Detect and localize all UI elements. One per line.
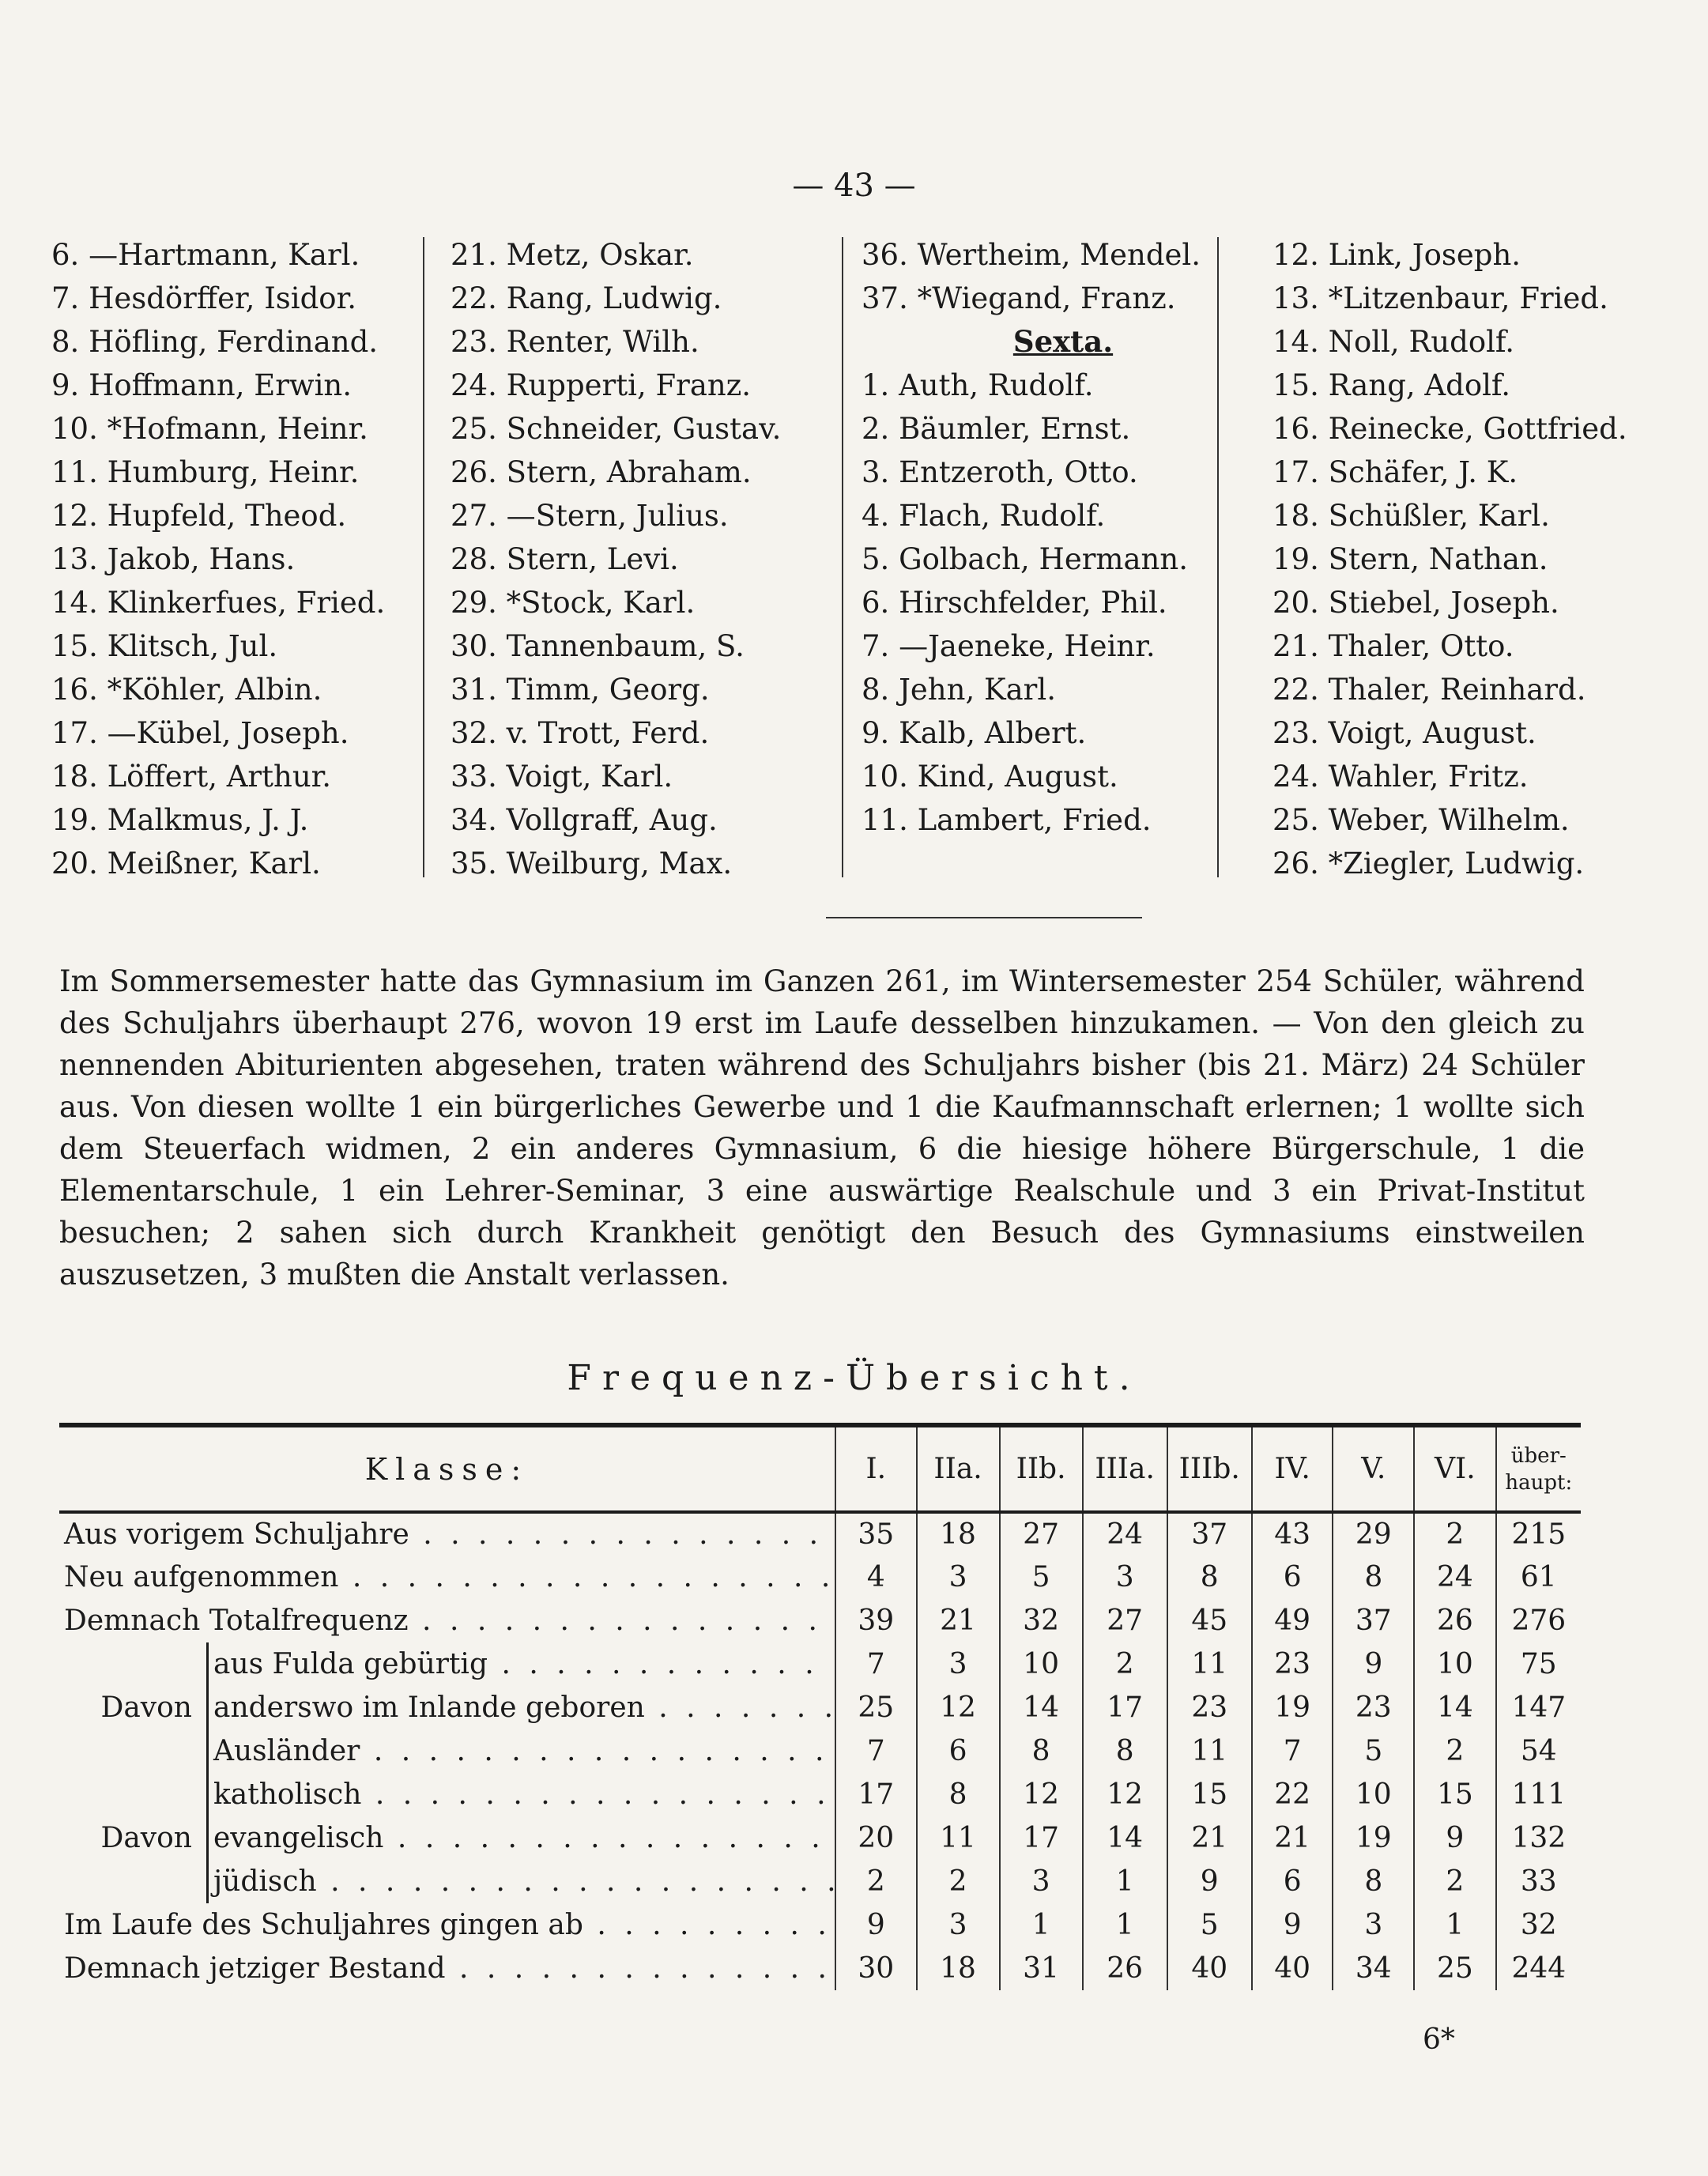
table-cell: 2: [1414, 1860, 1495, 1903]
table-cell: 3: [917, 1642, 1000, 1686]
list-item: 8. Jehn, Karl.: [862, 673, 1056, 707]
table-cell: 3: [917, 1556, 1000, 1599]
table-cell: 37: [1167, 1512, 1252, 1556]
table-cell: 61: [1496, 1556, 1581, 1599]
table-cell: 18: [917, 1512, 1000, 1556]
table-row: [59, 1599, 1581, 1642]
table-cell: 24: [1083, 1512, 1167, 1556]
row-label: katholisch . . .: [207, 1773, 835, 1816]
list-item: 11. Humburg, Heinr.: [51, 455, 360, 489]
table-cell: 17: [1083, 1686, 1167, 1729]
row-label: Ausländer . . .: [207, 1729, 835, 1773]
table-cell: 15: [1167, 1773, 1252, 1816]
list-item: 23. Renter, Wilh.: [451, 325, 699, 359]
table-cell: 8: [1000, 1729, 1083, 1773]
table-cell: 7: [835, 1642, 917, 1686]
table-cell: 45: [1167, 1599, 1252, 1642]
table-cell: 12: [1000, 1773, 1083, 1816]
table-cell: 34: [1333, 1947, 1414, 1990]
column-header-class: Klasse:: [59, 1425, 835, 1512]
table-cell: 2: [1414, 1512, 1495, 1556]
list-item: 30. Tannenbaum, S.: [451, 629, 745, 663]
table-row: [59, 1729, 1581, 1773]
column-header: VI.: [1414, 1425, 1495, 1512]
table-cell: 25: [1414, 1947, 1495, 1990]
list-item: 35. Weilburg, Max.: [451, 847, 733, 881]
list-item: 34. Vollgraff, Aug.: [451, 803, 718, 837]
row-label: Neu aufgenommen . . .: [59, 1556, 835, 1599]
list-item: 1. Auth, Rudolf.: [862, 368, 1094, 402]
table-cell: 22: [1252, 1773, 1333, 1816]
list-item: 24. Wahler, Fritz.: [1273, 760, 1529, 794]
table-cell: 2: [1414, 1729, 1495, 1773]
column-header: IIa.: [917, 1425, 1000, 1512]
table-cell: 12: [1083, 1773, 1167, 1816]
table-cell: 24: [1414, 1556, 1495, 1599]
table-cell: 21: [917, 1599, 1000, 1642]
table-cell: 31: [1000, 1947, 1083, 1990]
table-row: [59, 1686, 1581, 1729]
table-cell: 132: [1496, 1816, 1581, 1860]
list-item: 21. Thaler, Otto.: [1273, 629, 1514, 663]
table-cell: 75: [1496, 1642, 1581, 1686]
table-cell: 6: [1252, 1860, 1333, 1903]
column-header: IIIa.: [1083, 1425, 1167, 1512]
table-cell: 49: [1252, 1599, 1333, 1642]
table-cell: 14: [1000, 1686, 1083, 1729]
table-cell: 10: [1333, 1773, 1414, 1816]
table-title: Frequenz-Übersicht.: [567, 1358, 1141, 1398]
table-cell: 17: [1000, 1816, 1083, 1860]
table-cell: 7: [835, 1729, 917, 1773]
list-item: 13. *Litzenbaur, Fried.: [1273, 281, 1608, 315]
list-item: 29. *Stock, Karl.: [451, 586, 696, 620]
row-label: Demnach jetziger Bestand . . .: [59, 1947, 835, 1990]
table-cell: 215: [1496, 1512, 1581, 1556]
column-divider: [1217, 237, 1219, 877]
table-cell: 35: [835, 1512, 917, 1556]
list-item: 28. Stern, Levi.: [451, 542, 679, 576]
list-item: 4. Flach, Rudolf.: [862, 499, 1106, 533]
table-cell: 11: [1167, 1642, 1252, 1686]
table-cell: 1: [1414, 1903, 1495, 1947]
list-item: 15. Rang, Adolf.: [1273, 368, 1511, 402]
student-name-list: [51, 233, 1664, 881]
table-cell: 3: [1000, 1860, 1083, 1903]
table-cell: 19: [1252, 1686, 1333, 1729]
enrollment-paragraph: Im Sommersemester hatte das Gymnasium im Ganzen 261, im Wintersemester 254 Schüler, während des Schuljahrs überhaupt 276, wovon 19 erst im Laufe desselben hinzukamen. — Von den gleich zu nennenden Abiturienten abgesehen, traten während des Schuljahrs bisher (bis 21. März) 24 Schüler aus. Von diesen wollte 1 ein bürgerliches Gewerbe und 1 die Kaufmannschaft erlernen; 1 wollte sich dem Steuerfach widmen, 2 ein anderes Gymnasium, 6 die hiesige höhere Bürgerschule, 1 die Elementarschule, 1 ein Lehrer-Seminar, 3 eine auswärtige Realschule und 3 ein Privat-Institut besuchen; 2 sahen sich durch Krankheit genötigt den Besuch des Gymnasiums einstweilen auszusetzen, 3 mußten die Anstalt verlassen.: [59, 964, 1585, 1292]
column-header: IIb.: [1000, 1425, 1083, 1512]
table-cell: 10: [1414, 1642, 1495, 1686]
table-cell: 2: [1083, 1642, 1167, 1686]
group-label-religion: Davon: [100, 1822, 192, 1854]
table-cell: 43: [1252, 1512, 1333, 1556]
list-item: 31. Timm, Georg.: [451, 673, 710, 707]
table-cell: 9: [1414, 1816, 1495, 1860]
list-item: 12. Hupfeld, Theod.: [51, 499, 347, 533]
table-cell: 39: [835, 1599, 917, 1642]
list-item: 3. Entzeroth, Otto.: [862, 455, 1138, 489]
list-item: 18. Löffert, Arthur.: [51, 760, 332, 794]
table-cell: 19: [1333, 1816, 1414, 1860]
table-cell: 25: [835, 1686, 917, 1729]
table-cell: 21: [1167, 1816, 1252, 1860]
table-cell: 26: [1414, 1599, 1495, 1642]
list-item: 7. Hesdörffer, Isidor.: [51, 281, 356, 315]
table-row: [59, 1556, 1581, 1599]
table-cell: 3: [1333, 1903, 1414, 1947]
table-cell: 30: [835, 1947, 917, 1990]
table-cell: 6: [1252, 1556, 1333, 1599]
page-number: — 43 —: [792, 168, 916, 204]
table-cell: 12: [917, 1686, 1000, 1729]
table-cell: 14: [1414, 1686, 1495, 1729]
table-cell: 9: [1167, 1860, 1252, 1903]
total-header-line1: über-: [1510, 1443, 1567, 1468]
frequency-table: [59, 1423, 1581, 1990]
column-header: IV.: [1252, 1425, 1333, 1512]
sexta-heading: Sexta.: [1012, 324, 1114, 359]
column-divider: [423, 237, 424, 877]
table-row: [59, 1816, 1581, 1860]
list-item: 20. Stiebel, Joseph.: [1273, 586, 1559, 620]
list-item: 21. Metz, Oskar.: [451, 238, 694, 272]
list-item: 22. Thaler, Reinhard.: [1273, 673, 1586, 707]
row-label: Demnach Totalfrequenz . . .: [59, 1599, 835, 1642]
table-cell: 1: [1000, 1903, 1083, 1947]
row-label: Aus vorigem Schuljahre . . .: [59, 1512, 835, 1556]
list-item: 23. Voigt, August.: [1273, 716, 1536, 750]
list-item: 8. Höfling, Ferdinand.: [51, 325, 379, 359]
table-row: [59, 1642, 1581, 1686]
table-cell: 29: [1333, 1512, 1414, 1556]
list-item: 2. Bäumler, Ernst.: [862, 412, 1131, 446]
table-cell: 14: [1083, 1816, 1167, 1860]
table-cell: 40: [1252, 1947, 1333, 1990]
table-cell: 37: [1333, 1599, 1414, 1642]
list-item: 27. —Stern, Julius.: [451, 499, 729, 533]
column-header: IIIb.: [1167, 1425, 1252, 1512]
list-item: 19. Stern, Nathan.: [1273, 542, 1548, 576]
table-header-row: [59, 1425, 1581, 1512]
table-cell: 111: [1496, 1773, 1581, 1816]
list-item: 25. Schneider, Gustav.: [451, 412, 782, 446]
table-cell: 8: [1333, 1556, 1414, 1599]
table-cell: 7: [1252, 1729, 1333, 1773]
list-item: 33. Voigt, Karl.: [451, 760, 673, 794]
table-row: [59, 1773, 1581, 1816]
name-column-4: [1273, 233, 1668, 885]
table-cell: 9: [1333, 1642, 1414, 1686]
list-item: 7. —Jaeneke, Heinr.: [862, 629, 1156, 663]
list-item: 22. Rang, Ludwig.: [451, 281, 722, 315]
table-cell: 23: [1333, 1686, 1414, 1729]
table-cell: 8: [1333, 1860, 1414, 1903]
separator-rule: [826, 917, 1142, 918]
table-cell: 33: [1496, 1860, 1581, 1903]
list-item: 6. —Hartmann, Karl.: [51, 238, 360, 272]
name-column-3: [862, 233, 1265, 842]
signature-mark: 6*: [1423, 2023, 1455, 2056]
table-cell: 8: [1083, 1729, 1167, 1773]
row-label: anderswo im Inlande geboren . . .: [207, 1686, 835, 1729]
table-cell: 9: [1252, 1903, 1333, 1947]
table-cell: 147: [1496, 1686, 1581, 1729]
list-item: 25. Weber, Wilhelm.: [1273, 803, 1570, 837]
table-cell: 9: [835, 1903, 917, 1947]
table-cell: 27: [1000, 1512, 1083, 1556]
table-row: [59, 1860, 1581, 1903]
table-cell: 5: [1167, 1903, 1252, 1947]
table-cell: 21: [1252, 1816, 1333, 1860]
table-row: [59, 1512, 1581, 1556]
name-column-2: [451, 233, 846, 885]
table-cell: 32: [1496, 1903, 1581, 1947]
list-item: 36. Wertheim, Mendel.: [862, 238, 1201, 272]
table-cell: 27: [1083, 1599, 1167, 1642]
table-cell: 1: [1083, 1903, 1167, 1947]
list-item: 26. *Ziegler, Ludwig.: [1273, 847, 1585, 881]
list-item: 14. Noll, Rudolf.: [1273, 325, 1515, 359]
list-item: 10. *Hofmann, Heinr.: [51, 412, 368, 446]
table-cell: 2: [917, 1860, 1000, 1903]
list-item: 5. Golbach, Hermann.: [862, 542, 1188, 576]
table-cell: 40: [1167, 1947, 1252, 1990]
table-cell: 276: [1496, 1599, 1581, 1642]
table-cell: 4: [835, 1556, 917, 1599]
table-cell: 11: [1167, 1729, 1252, 1773]
row-label: evangelisch . . .: [207, 1816, 835, 1860]
table-row: [59, 1903, 1581, 1947]
table-cell: 8: [917, 1773, 1000, 1816]
table-cell: 23: [1252, 1642, 1333, 1686]
list-item: 6. Hirschfelder, Phil.: [862, 586, 1167, 620]
row-label: Im Laufe des Schuljahres gingen ab . . .: [59, 1903, 835, 1947]
column-header-total: [1496, 1425, 1581, 1512]
name-column-1: [51, 233, 407, 885]
column-divider: [842, 237, 843, 877]
list-item: 19. Malkmus, J. J.: [51, 803, 309, 837]
table-cell: 3: [1083, 1556, 1167, 1599]
list-item: 11. Lambert, Fried.: [862, 803, 1152, 837]
list-item: 18. Schüßler, Karl.: [1273, 499, 1550, 533]
table-cell: 5: [1333, 1729, 1414, 1773]
list-item: 32. v. Trott, Ferd.: [451, 716, 710, 750]
table-cell: 23: [1167, 1686, 1252, 1729]
table-cell: 1: [1083, 1860, 1167, 1903]
list-item: 9. Kalb, Albert.: [862, 716, 1087, 750]
list-item: 9. Hoffmann, Erwin.: [51, 368, 353, 402]
total-header-line2: haupt:: [1505, 1470, 1573, 1495]
table-row: [59, 1947, 1581, 1990]
list-item: 16. Reinecke, Gottfried.: [1273, 412, 1627, 446]
list-item: 37. *Wiegand, Franz.: [862, 281, 1176, 315]
list-item: 14. Klinkerfues, Fried.: [51, 586, 386, 620]
table-cell: 18: [917, 1947, 1000, 1990]
table-cell: 6: [917, 1729, 1000, 1773]
list-item: 10. Kind, August.: [862, 760, 1118, 794]
list-item: 20. Meißner, Karl.: [51, 847, 321, 881]
table-cell: 20: [835, 1816, 917, 1860]
table-cell: 8: [1167, 1556, 1252, 1599]
row-label: aus Fulda gebürtig . . .: [207, 1642, 835, 1686]
list-item: 13. Jakob, Hans.: [51, 542, 296, 576]
column-header: I.: [835, 1425, 917, 1512]
list-item: 17. Schäfer, J. K.: [1273, 455, 1518, 489]
table-cell: 5: [1000, 1556, 1083, 1599]
table-cell: 3: [917, 1903, 1000, 1947]
table-cell: 11: [917, 1816, 1000, 1860]
table-cell: 10: [1000, 1642, 1083, 1686]
list-item: 24. Rupperti, Franz.: [451, 368, 751, 402]
list-item: 17. —Kübel, Joseph.: [51, 716, 349, 750]
group-label-origin: Davon: [100, 1691, 192, 1724]
row-label: jüdisch . . .: [207, 1860, 835, 1903]
list-item: 16. *Köhler, Albin.: [51, 673, 322, 707]
table-cell: 32: [1000, 1599, 1083, 1642]
column-header: V.: [1333, 1425, 1414, 1512]
list-item: 26. Stern, Abraham.: [451, 455, 752, 489]
table-cell: 54: [1496, 1729, 1581, 1773]
table-cell: 244: [1496, 1947, 1581, 1990]
table-cell: 17: [835, 1773, 917, 1816]
table-cell: 2: [835, 1860, 917, 1903]
table-cell: 26: [1083, 1947, 1167, 1990]
table-cell: 15: [1414, 1773, 1495, 1816]
list-item: 15. Klitsch, Jul.: [51, 629, 278, 663]
list-item: 12. Link, Joseph.: [1273, 238, 1521, 272]
